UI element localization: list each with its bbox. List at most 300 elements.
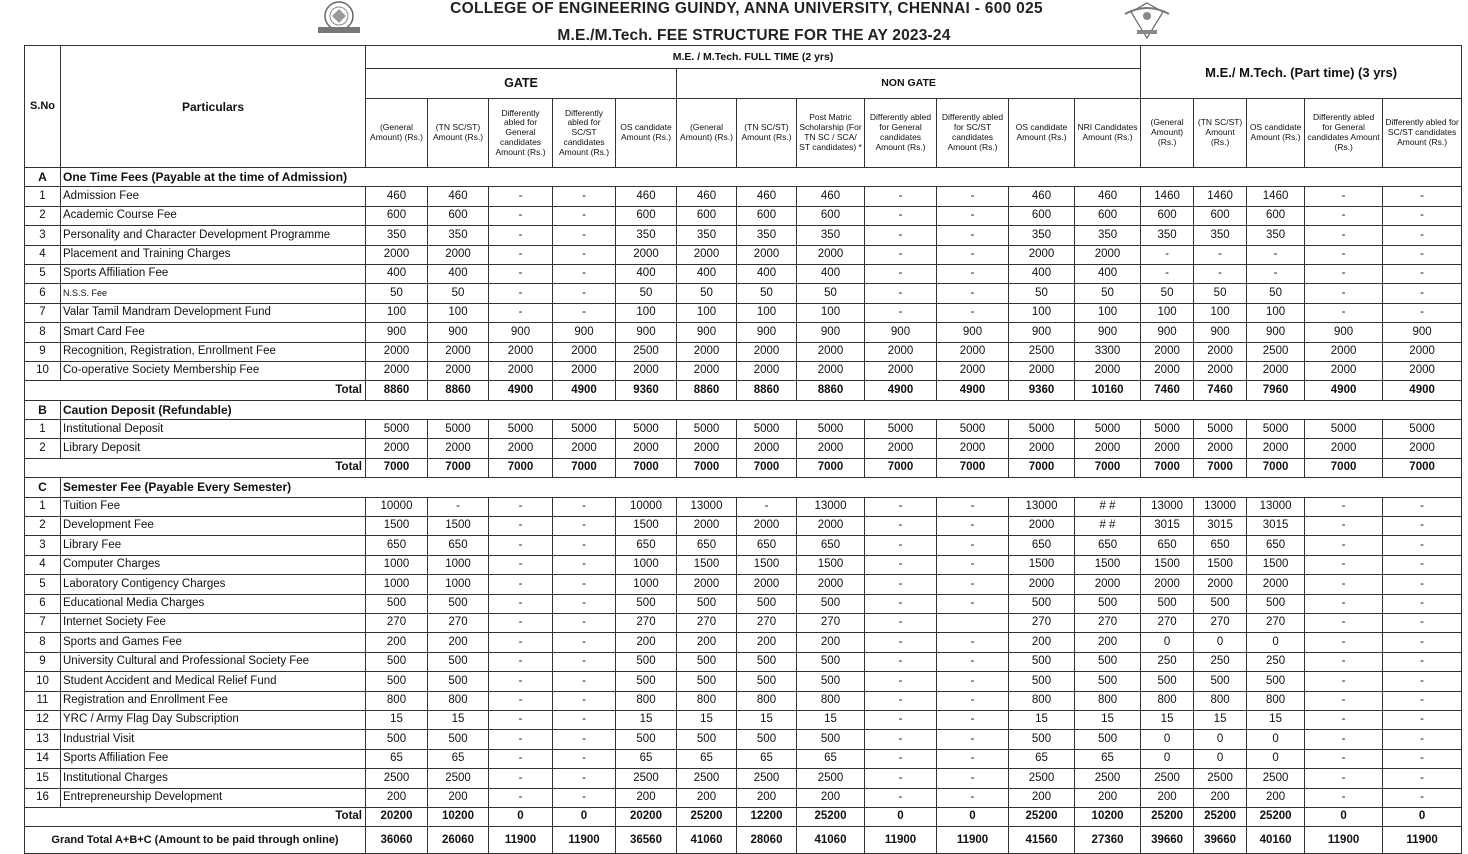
fee-amount-cell: -	[865, 536, 937, 555]
fee-amount-cell: 350	[797, 226, 865, 245]
fee-amount-cell: -	[1305, 613, 1383, 632]
fee-amount-cell: 3015	[1247, 517, 1305, 536]
fee-amount-cell: 460	[616, 187, 677, 206]
row-sno: 8	[25, 323, 61, 342]
fee-amount-cell: 2000	[1383, 361, 1462, 380]
fee-amount-cell: 200	[1194, 788, 1247, 807]
fee-amount-cell: 600	[677, 206, 737, 225]
college-name: COLLEGE OF ENGINEERING GUINDY, ANNA UNIVERSITY, CHENNAI - 600 025	[450, 0, 1043, 17]
table-row	[25, 613, 1462, 632]
fee-amount-cell: 500	[616, 730, 677, 749]
fee-amount-cell: 600	[366, 206, 428, 225]
row-particular: Sports Affiliation Fee	[61, 749, 366, 768]
fee-amount-cell: 0	[1194, 730, 1247, 749]
fee-amount-cell: -	[865, 284, 937, 303]
fee-amount-cell: 65	[677, 749, 737, 768]
fee-amount-cell: 800	[428, 691, 489, 710]
header-full-time: M.E. / M.Tech. FULL TIME (2 yrs)	[366, 46, 1141, 69]
column-header: (TN SC/ST) Amount (Rs.)	[428, 99, 489, 168]
fee-amount-cell: -	[489, 517, 553, 536]
fee-amount-cell: -	[1383, 613, 1462, 632]
fee-amount-cell: 100	[677, 303, 737, 322]
column-header: Differently abled for General candidates Amount (Rs.)	[865, 99, 937, 168]
fee-amount-cell: 2000	[428, 439, 489, 458]
row-particular: Library Fee	[61, 536, 366, 555]
total-amount-cell: 12200	[737, 807, 797, 826]
fee-amount-cell: 500	[1075, 652, 1141, 671]
header-gate: GATE	[366, 69, 677, 99]
fee-amount-cell: 15	[677, 710, 737, 729]
fee-amount-cell: -	[1305, 633, 1383, 652]
fee-amount-cell: 270	[1141, 613, 1194, 632]
fee-amount-cell: 50	[1141, 284, 1194, 303]
fee-amount-cell: 2000	[1194, 439, 1247, 458]
fee-amount-cell: -	[1383, 284, 1462, 303]
header-sno: S.No	[25, 46, 61, 168]
fee-amount-cell: 2000	[489, 361, 553, 380]
table-row	[25, 245, 1462, 264]
fee-amount-cell: 500	[616, 652, 677, 671]
fee-amount-cell: 270	[1075, 613, 1141, 632]
row-particular: Sports and Games Fee	[61, 633, 366, 652]
table-row	[25, 264, 1462, 283]
fee-amount-cell: 500	[616, 594, 677, 613]
total-amount-cell: 7000	[1194, 458, 1247, 477]
fee-amount-cell: -	[865, 264, 937, 283]
fee-amount-cell: 2000	[865, 439, 937, 458]
fee-amount-cell: 15	[797, 710, 865, 729]
row-sno: 2	[25, 206, 61, 225]
section-code: B	[25, 400, 61, 419]
fee-amount-cell: 800	[366, 691, 428, 710]
total-amount-cell: 4900	[553, 381, 616, 400]
row-particular: Institutional Deposit	[61, 420, 366, 439]
total-amount-cell: 4900	[937, 381, 1009, 400]
grand-total-cell: 26060	[428, 827, 489, 854]
fee-amount-cell: 2000	[797, 361, 865, 380]
fee-amount-cell: 650	[1009, 536, 1075, 555]
fee-amount-cell: 900	[1075, 323, 1141, 342]
fee-amount-cell: 600	[1075, 206, 1141, 225]
fee-amount-cell: 50	[1009, 284, 1075, 303]
table-row	[25, 284, 1462, 303]
fee-amount-cell: 2000	[1247, 361, 1305, 380]
fee-amount-cell: 500	[428, 730, 489, 749]
row-particular: Registration and Enrollment Fee	[61, 691, 366, 710]
fee-amount-cell: 2000	[797, 245, 865, 264]
fee-amount-cell: 400	[797, 264, 865, 283]
fee-amount-cell: -	[489, 206, 553, 225]
fee-amount-cell: 500	[366, 594, 428, 613]
fee-amount-cell: 500	[1075, 594, 1141, 613]
fee-amount-cell: 13000	[1009, 497, 1075, 516]
fee-amount-cell: 350	[428, 226, 489, 245]
fee-amount-cell: 500	[797, 652, 865, 671]
fee-amount-cell: -	[1305, 206, 1383, 225]
row-particular: Computer Charges	[61, 555, 366, 574]
fee-amount-cell: -	[1383, 536, 1462, 555]
row-sno: 4	[25, 555, 61, 574]
fee-amount-cell: -	[489, 497, 553, 516]
fee-amount-cell: 270	[797, 613, 865, 632]
fee-amount-cell: -	[865, 652, 937, 671]
row-sno: 16	[25, 788, 61, 807]
fee-amount-cell: -	[1383, 264, 1462, 283]
fee-amount-cell: 5000	[1194, 420, 1247, 439]
fee-amount-cell: 2000	[797, 342, 865, 361]
fee-amount-cell: 600	[428, 206, 489, 225]
fee-amount-cell: -	[865, 206, 937, 225]
row-particular: Smart Card Fee	[61, 323, 366, 342]
grand-total-cell: 41060	[797, 827, 865, 854]
fee-amount-cell: 2000	[553, 361, 616, 380]
grand-total-cell: 11900	[865, 827, 937, 854]
fee-amount-cell: 100	[428, 303, 489, 322]
total-label: Total	[25, 807, 366, 826]
fee-amount-cell: -	[1383, 691, 1462, 710]
row-sno: 2	[25, 439, 61, 458]
fee-amount-cell: 350	[737, 226, 797, 245]
row-sno: 7	[25, 613, 61, 632]
fee-amount-cell: 3015	[1141, 517, 1194, 536]
fee-amount-cell: 2000	[1141, 575, 1194, 594]
table-row	[25, 672, 1462, 691]
fee-amount-cell: -	[1305, 691, 1383, 710]
fee-amount-cell: -	[1305, 284, 1383, 303]
fee-amount-cell: -	[489, 594, 553, 613]
grand-total-cell: 27360	[1075, 827, 1141, 854]
fee-amount-cell: 1460	[1141, 187, 1194, 206]
row-sno: 3	[25, 536, 61, 555]
fee-amount-cell: 2000	[366, 439, 428, 458]
row-sno: 15	[25, 769, 61, 788]
grand-total-cell: 11900	[489, 827, 553, 854]
fee-amount-cell: 500	[1247, 594, 1305, 613]
row-particular: N.S.S. Fee	[61, 284, 366, 303]
row-sno: 9	[25, 342, 61, 361]
fee-amount-cell: 900	[489, 323, 553, 342]
fee-amount-cell: 2000	[366, 342, 428, 361]
fee-amount-cell: 2000	[677, 517, 737, 536]
fee-amount-cell: 500	[1194, 672, 1247, 691]
table-row	[25, 323, 1462, 342]
total-amount-cell: 7000	[1247, 458, 1305, 477]
fee-amount-cell: -	[1383, 187, 1462, 206]
fee-amount-cell: 100	[366, 303, 428, 322]
table-row	[25, 594, 1462, 613]
fee-amount-cell: 460	[1075, 187, 1141, 206]
column-header: (General Amount) (Rs.)	[366, 99, 428, 168]
total-amount-cell: 25200	[1247, 807, 1305, 826]
row-particular: Library Deposit	[61, 439, 366, 458]
row-particular: Entrepreneurship Development	[61, 788, 366, 807]
total-amount-cell: 7000	[489, 458, 553, 477]
fee-amount-cell: 270	[616, 613, 677, 632]
fee-amount-cell: 2000	[937, 342, 1009, 361]
fee-amount-cell: 460	[1009, 187, 1075, 206]
fee-amount-cell: 15	[737, 710, 797, 729]
fee-amount-cell: -	[1305, 245, 1383, 264]
fee-amount-cell: 350	[1194, 226, 1247, 245]
fee-amount-cell: 2000	[1075, 575, 1141, 594]
fee-amount-cell: 5000	[1383, 420, 1462, 439]
fee-amount-cell: 65	[737, 749, 797, 768]
fee-amount-cell: 5000	[865, 420, 937, 439]
fee-amount-cell: 1000	[428, 555, 489, 574]
row-sno: 12	[25, 710, 61, 729]
fee-amount-cell: -	[1383, 245, 1462, 264]
column-header: Differently abled for General candidates Amount (Rs.)	[1305, 99, 1383, 168]
fee-amount-cell: -	[1305, 226, 1383, 245]
fee-amount-cell: 2000	[616, 245, 677, 264]
fee-amount-cell: 400	[616, 264, 677, 283]
fee-amount-cell: 2000	[366, 245, 428, 264]
fee-amount-cell: 650	[428, 536, 489, 555]
section-code: C	[25, 478, 61, 497]
fee-amount-cell: -	[489, 245, 553, 264]
table-row	[25, 206, 1462, 225]
fee-amount-cell: 200	[1141, 788, 1194, 807]
fee-amount-cell: -	[865, 633, 937, 652]
fee-amount-cell: 2000	[797, 439, 865, 458]
fee-amount-cell: 2000	[1247, 439, 1305, 458]
fee-amount-cell: -	[1305, 788, 1383, 807]
column-header: OS candidate Amount (Rs.)	[616, 99, 677, 168]
fee-amount-cell: 3015	[1194, 517, 1247, 536]
total-amount-cell: 7000	[1305, 458, 1383, 477]
fee-amount-cell: 2000	[1009, 439, 1075, 458]
fee-amount-cell: 250	[1247, 652, 1305, 671]
row-sno: 5	[25, 575, 61, 594]
fee-amount-cell: -	[489, 652, 553, 671]
fee-amount-cell: -	[865, 710, 937, 729]
fee-amount-cell: 900	[428, 323, 489, 342]
fee-amount-cell: 2000	[737, 439, 797, 458]
fee-amount-cell: -	[1383, 206, 1462, 225]
fee-amount-cell: 500	[737, 652, 797, 671]
row-sno: 11	[25, 691, 61, 710]
fee-amount-cell: -	[553, 497, 616, 516]
fee-amount-cell: 500	[1009, 594, 1075, 613]
fee-amount-cell: 10000	[366, 497, 428, 516]
fee-amount-cell: -	[489, 303, 553, 322]
fee-amount-cell: 650	[737, 536, 797, 555]
fee-amount-cell: 2500	[1141, 769, 1194, 788]
fee-amount-cell: 2000	[677, 575, 737, 594]
fee-amount-cell: 500	[797, 672, 865, 691]
fee-amount-cell: -	[553, 517, 616, 536]
column-header: (General Amount) (Rs.)	[677, 99, 737, 168]
total-amount-cell: 10160	[1075, 381, 1141, 400]
total-amount-cell: 7000	[616, 458, 677, 477]
fee-amount-cell: 2000	[1141, 439, 1194, 458]
fee-amount-cell: -	[1383, 594, 1462, 613]
fee-amount-cell: -	[553, 575, 616, 594]
fee-amount-cell: 800	[616, 691, 677, 710]
fee-amount-cell: -	[1305, 710, 1383, 729]
row-particular: Student Accident and Medical Relief Fund	[61, 672, 366, 691]
fee-amount-cell: 650	[1247, 536, 1305, 555]
total-amount-cell: 7000	[797, 458, 865, 477]
fee-amount-cell: -	[937, 264, 1009, 283]
fee-amount-cell: -	[1305, 536, 1383, 555]
fee-amount-cell: 2000	[553, 439, 616, 458]
fee-amount-cell: 1500	[366, 517, 428, 536]
fee-amount-cell: 5000	[737, 420, 797, 439]
fee-amount-cell: 2000	[677, 245, 737, 264]
fee-amount-cell: 200	[428, 788, 489, 807]
fee-amount-cell: -	[1305, 555, 1383, 574]
fee-amount-cell: 200	[677, 788, 737, 807]
total-amount-cell: 0	[865, 807, 937, 826]
fee-amount-cell: 2000	[737, 361, 797, 380]
fee-amount-cell: -	[489, 226, 553, 245]
table-row	[25, 420, 1462, 439]
fee-amount-cell: -	[865, 749, 937, 768]
row-sno: 4	[25, 245, 61, 264]
fee-amount-cell: 350	[1141, 226, 1194, 245]
total-amount-cell: 7000	[937, 458, 1009, 477]
fee-amount-cell: 50	[1075, 284, 1141, 303]
table-row	[25, 361, 1462, 380]
total-amount-cell: 7000	[366, 458, 428, 477]
fee-amount-cell: -	[1305, 187, 1383, 206]
fee-amount-cell: -	[489, 730, 553, 749]
table-row	[25, 749, 1462, 768]
table-row	[25, 536, 1462, 555]
fee-amount-cell: 15	[1009, 710, 1075, 729]
total-amount-cell: 10200	[1075, 807, 1141, 826]
fee-amount-cell: 100	[797, 303, 865, 322]
table-row	[25, 497, 1462, 516]
fee-amount-cell	[937, 613, 1009, 632]
grand-total-cell: 39660	[1194, 827, 1247, 854]
fee-amount-cell: -	[865, 497, 937, 516]
fee-amount-cell: -	[1383, 517, 1462, 536]
row-sno: 13	[25, 730, 61, 749]
fee-amount-cell: 65	[797, 749, 865, 768]
row-sno: 3	[25, 226, 61, 245]
fee-amount-cell: -	[1305, 749, 1383, 768]
fee-amount-cell: 15	[1141, 710, 1194, 729]
fee-amount-cell: 270	[737, 613, 797, 632]
fee-amount-cell: 100	[737, 303, 797, 322]
fee-amount-cell: -	[937, 497, 1009, 516]
total-amount-cell: 25200	[1141, 807, 1194, 826]
fee-amount-cell: 1500	[677, 555, 737, 574]
fee-amount-cell: 2000	[553, 342, 616, 361]
fee-amount-cell: -	[865, 730, 937, 749]
fee-amount-cell: 1500	[1141, 555, 1194, 574]
fee-amount-cell: -	[553, 730, 616, 749]
total-amount-cell: 4900	[489, 381, 553, 400]
fee-amount-cell: 500	[677, 594, 737, 613]
fee-amount-cell: -	[1305, 769, 1383, 788]
fee-amount-cell: 50	[366, 284, 428, 303]
fee-amount-cell: 500	[797, 730, 865, 749]
fee-amount-cell: 500	[366, 652, 428, 671]
total-amount-cell: 7000	[428, 458, 489, 477]
fee-amount-cell: 650	[1141, 536, 1194, 555]
fee-amount-cell: 100	[1141, 303, 1194, 322]
fee-amount-cell: 650	[366, 536, 428, 555]
fee-amount-cell: 2500	[677, 769, 737, 788]
fee-amount-cell: 800	[797, 691, 865, 710]
fee-amount-cell: -	[865, 613, 937, 632]
fee-amount-cell: -	[1305, 730, 1383, 749]
fee-amount-cell: -	[1305, 575, 1383, 594]
fee-amount-cell: -	[1305, 517, 1383, 536]
fee-amount-cell: -	[937, 575, 1009, 594]
table-row	[25, 439, 1462, 458]
fee-amount-cell: 270	[1247, 613, 1305, 632]
fee-amount-cell: -	[553, 788, 616, 807]
fee-amount-cell: -	[428, 497, 489, 516]
fee-amount-cell: 800	[677, 691, 737, 710]
fee-amount-cell: 800	[1247, 691, 1305, 710]
fee-amount-cell: # #	[1075, 497, 1141, 516]
fee-amount-cell: 500	[428, 594, 489, 613]
fee-amount-cell: -	[1383, 710, 1462, 729]
fee-amount-cell: -	[1305, 497, 1383, 516]
fee-amount-cell: -	[553, 672, 616, 691]
fee-amount-cell: -	[937, 730, 1009, 749]
column-header: OS candidate Amount (Rs.)	[1247, 99, 1305, 168]
row-sno: 1	[25, 420, 61, 439]
fee-amount-cell: 350	[616, 226, 677, 245]
fee-amount-cell: 900	[1383, 323, 1462, 342]
fee-amount-cell: 1000	[366, 555, 428, 574]
fee-amount-cell: -	[553, 594, 616, 613]
total-amount-cell: 8860	[366, 381, 428, 400]
table-row	[25, 788, 1462, 807]
fee-amount-cell: 100	[1075, 303, 1141, 322]
fee-amount-cell: -	[937, 769, 1009, 788]
fee-amount-cell: 0	[1247, 749, 1305, 768]
fee-amount-cell: 0	[1194, 749, 1247, 768]
fee-amount-cell: 200	[737, 788, 797, 807]
fee-amount-cell: 0	[1141, 730, 1194, 749]
fee-amount-cell: 5000	[797, 420, 865, 439]
fee-amount-cell: 2500	[797, 769, 865, 788]
fee-amount-cell: 200	[366, 633, 428, 652]
fee-amount-cell: 2000	[797, 575, 865, 594]
fee-amount-cell: 500	[1141, 672, 1194, 691]
fee-amount-cell: 900	[1009, 323, 1075, 342]
fee-amount-cell: -	[865, 303, 937, 322]
fee-amount-cell: -	[553, 187, 616, 206]
fee-amount-cell: 2000	[1305, 342, 1383, 361]
fee-amount-cell: -	[553, 206, 616, 225]
grand-total-cell: 11900	[553, 827, 616, 854]
fee-amount-cell: 200	[616, 788, 677, 807]
fee-amount-cell: 0	[1247, 633, 1305, 652]
fee-amount-cell: -	[553, 652, 616, 671]
table-row	[25, 730, 1462, 749]
fee-amount-cell: 2000	[1075, 361, 1141, 380]
fee-amount-cell: 2000	[1009, 575, 1075, 594]
total-amount-cell: 7000	[865, 458, 937, 477]
fee-amount-cell: 2000	[428, 361, 489, 380]
fee-amount-cell: 500	[737, 594, 797, 613]
fee-amount-cell: 900	[1141, 323, 1194, 342]
fee-amount-cell: 1500	[1075, 555, 1141, 574]
section-total-row	[25, 381, 1462, 400]
fee-amount-cell: 13000	[797, 497, 865, 516]
section-header-row	[25, 400, 1462, 419]
grand-total-cell: 11900	[1383, 827, 1462, 854]
fee-amount-cell: 5000	[1009, 420, 1075, 439]
